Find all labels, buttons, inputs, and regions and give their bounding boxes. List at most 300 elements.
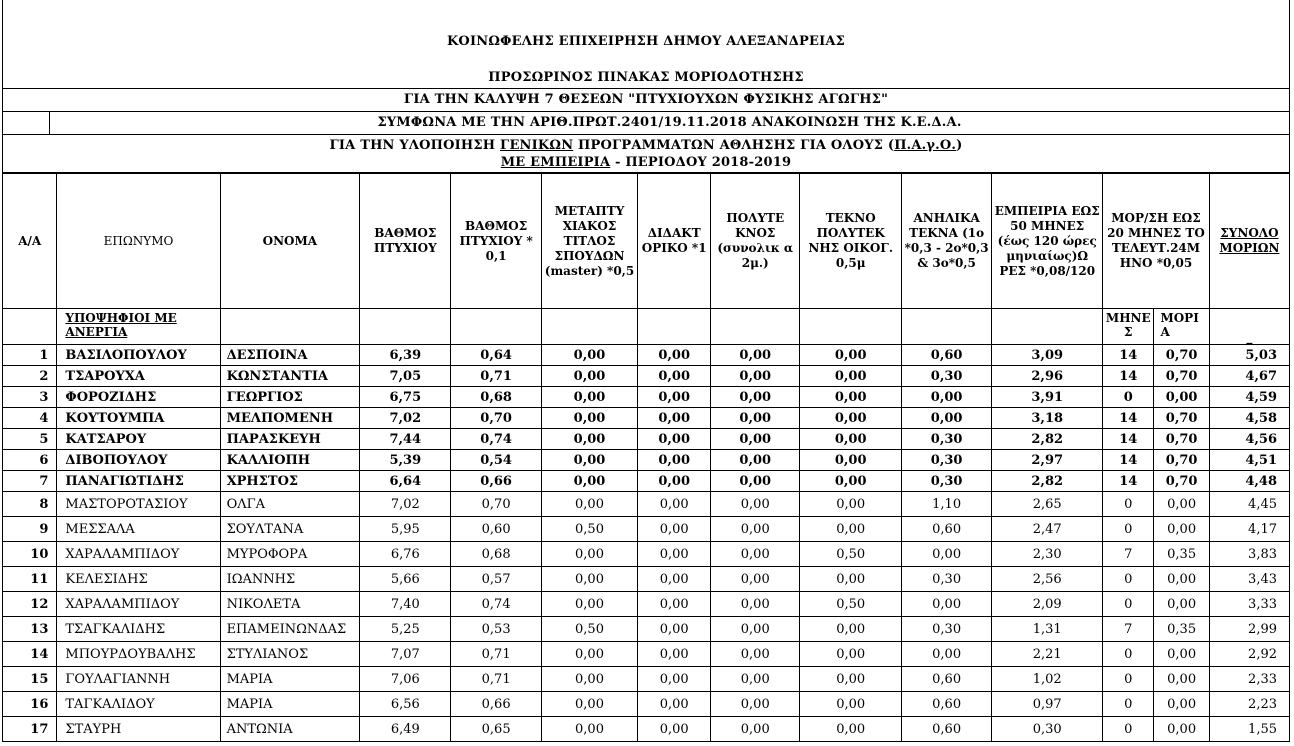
- cell-master: 0,00: [541, 592, 637, 617]
- cell-grade: 7,02: [360, 492, 451, 517]
- cell-large-family: 0,00: [711, 429, 800, 450]
- cell-total: 4,58: [1209, 408, 1289, 429]
- cell-experience: 2,09: [992, 592, 1103, 617]
- cell-grade-x: 0,60: [451, 517, 541, 542]
- cell-name: ΑΝΤΩΝΙΑ: [220, 717, 360, 742]
- table-title: ΠΡΟΣΩΡΙΝΟΣ ΠΙΝΑΚΑΣ ΜΟΡΙΟΔΟΤΗΣΗΣ: [488, 70, 804, 85]
- cell-total: 3,83: [1209, 542, 1289, 567]
- cell-aa: 17: [3, 717, 57, 742]
- cell-surname: ΧΑΡΑΛΑΜΠΙΔΟΥ: [57, 542, 220, 567]
- cell-surname: ΚΟΥΤΟΥΜΠΑ: [57, 408, 220, 429]
- cell-grade: 6,76: [360, 542, 451, 567]
- cell-surname: ΔΙΒΟΠΟΥΛΟΥ: [57, 450, 220, 471]
- cell-experience: 3,91: [992, 387, 1103, 408]
- sub-empty-aa: [3, 309, 57, 345]
- cell-grade-x: 0,70: [451, 492, 541, 517]
- table-row: [3, 567, 1290, 592]
- cell-phd: 0,00: [638, 387, 711, 408]
- cell-experience: 3,18: [992, 408, 1103, 429]
- cell-grade: 5,25: [360, 617, 451, 642]
- cell-surname: ΠΑΝΑΓΙΩΤΙΔΗΣ: [57, 471, 220, 492]
- cell-grade: 6,39: [360, 345, 451, 366]
- cell-phd: 0,00: [638, 429, 711, 450]
- table-row: [3, 642, 1290, 667]
- program-description: [3, 135, 1289, 173]
- sub-empty: [220, 309, 360, 345]
- cell-minor-children: 0,00: [901, 542, 991, 567]
- col-child-large-family: ΤΕΚΝΟ ΠΟΛΥΤΕΚ ΝΗΣ ΟΙΚΟΓ. 0,5μ: [800, 174, 902, 309]
- cell-grade-x: 0,71: [451, 642, 541, 667]
- col-aa: Α/Α: [3, 174, 57, 309]
- col-minor-children: ΑΝΗΛΙΚΑ ΤΕΚΝΑ (1ο *0,3 - 2ο*0,3 & 3ο*0,5: [901, 174, 991, 309]
- cell-phd: 0,00: [638, 642, 711, 667]
- cell-minor-children: 0,60: [901, 667, 991, 692]
- table-row: [3, 617, 1290, 642]
- cell-months-points: 0,00: [1154, 517, 1209, 542]
- points-label: ΜΟΡΙ Α: [1154, 309, 1209, 345]
- cell-large-family: 0,00: [711, 567, 800, 592]
- cell-phd: 0,00: [638, 345, 711, 366]
- cell-total: 2,33: [1209, 667, 1289, 692]
- cell-aa: 2: [3, 366, 57, 387]
- col-surname: ΕΠΩΝΥΜΟ: [57, 174, 220, 309]
- col-grade: ΒΑΘΜΟΣ ΠΤΥΧΙΟΥ: [360, 174, 451, 309]
- cell-grade: 6,75: [360, 387, 451, 408]
- cell-grade-x: 0,64: [451, 345, 541, 366]
- sub-empty: [992, 309, 1103, 345]
- cell-master: 0,00: [541, 492, 637, 517]
- cell-experience: 2,65: [992, 492, 1103, 517]
- cell-large-family: 0,00: [711, 692, 800, 717]
- cell-master: 0,00: [541, 387, 637, 408]
- cell-aa: 11: [3, 567, 57, 592]
- cell-grade-x: 0,74: [451, 592, 541, 617]
- cell-child-large-family: 0,50: [800, 592, 902, 617]
- cell-months-points: 0,00: [1154, 642, 1209, 667]
- cell-phd: 0,00: [638, 366, 711, 387]
- cell-large-family: 0,00: [711, 667, 800, 692]
- cell-total: 4,59: [1209, 387, 1289, 408]
- cell-aa: 10: [3, 542, 57, 567]
- period-text-a: ΜΕ ΕΜΠΕΙΡΙΑ: [500, 155, 611, 170]
- sub-empty: [451, 309, 541, 345]
- cell-total: 2,92: [1209, 642, 1289, 667]
- cell-large-family: 0,00: [711, 450, 800, 471]
- cell-large-family: 0,00: [711, 492, 800, 517]
- cell-large-family: 0,00: [711, 387, 800, 408]
- cell-child-large-family: 0,00: [800, 366, 902, 387]
- cell-aa: 16: [3, 692, 57, 717]
- sub-empty: [901, 309, 991, 345]
- category-label: ΥΠΟΨΗΦΙΟΙ ΜΕ ΑΝΕΡΓΙΑ: [57, 309, 220, 345]
- cell-large-family: 0,00: [711, 366, 800, 387]
- cell-grade: 7,40: [360, 592, 451, 617]
- cell-minor-children: 0,30: [901, 471, 991, 492]
- cell-grade: 5,95: [360, 517, 451, 542]
- cell-child-large-family: 0,00: [800, 692, 902, 717]
- cell-master: 0,00: [541, 542, 637, 567]
- cell-name: ΚΩΝΣΤΑΝΤΙΑ: [220, 366, 360, 387]
- scoring-table: [2, 173, 1290, 742]
- cell-months: 7: [1103, 617, 1154, 642]
- table-row: [3, 387, 1290, 408]
- cell-surname: ΦΟΡΟΖΙΔΗΣ: [57, 387, 220, 408]
- cell-months: 0: [1103, 387, 1154, 408]
- cell-minor-children: 0,30: [901, 567, 991, 592]
- cell-master: 0,00: [541, 692, 637, 717]
- cell-large-family: 0,00: [711, 617, 800, 642]
- cell-months-points: 0,70: [1154, 366, 1209, 387]
- cell-master: 0,00: [541, 471, 637, 492]
- cell-total: 4,56: [1209, 429, 1289, 450]
- cell-grade-x: 0,71: [451, 366, 541, 387]
- cell-minor-children: 0,30: [901, 429, 991, 450]
- table-row: [3, 366, 1290, 387]
- cell-experience: 3,09: [992, 345, 1103, 366]
- cell-experience: 2,97: [992, 450, 1103, 471]
- cell-surname: ΓΟΥΛΑΓΙΑΝΝΗ: [57, 667, 220, 692]
- cell-total: 5,03: [1209, 345, 1289, 366]
- cell-months: 14: [1103, 429, 1154, 450]
- cell-experience: 0,30: [992, 717, 1103, 742]
- cell-surname: ΧΑΡΑΛΑΜΠΙΔΟΥ: [57, 592, 220, 617]
- cell-total: 4,45: [1209, 492, 1289, 517]
- cell-grade: 7,05: [360, 366, 451, 387]
- cell-grade-x: 0,65: [451, 717, 541, 742]
- cell-minor-children: 0,00: [901, 592, 991, 617]
- cell-child-large-family: 0,00: [800, 567, 902, 592]
- cell-surname: ΚΑΤΣΑΡΟΥ: [57, 429, 220, 450]
- document-sheet: [2, 0, 1290, 742]
- cell-months: 0: [1103, 642, 1154, 667]
- title-block: [2, 0, 1290, 173]
- cell-surname: ΜΑΣΤΟΡΟΤΑΣΙΟΥ: [57, 492, 220, 517]
- col-large-family: ΠΟΛΥΤΕ ΚΝΟΣ (συνολικ α 2μ.): [711, 174, 800, 309]
- cell-total: 1,55: [1209, 717, 1289, 742]
- col-grade-x: ΒΑΘΜΟΣ ΠΤΥΧΙΟΥ * 0,1: [451, 174, 541, 309]
- cell-large-family: 0,00: [711, 717, 800, 742]
- cell-large-family: 0,00: [711, 592, 800, 617]
- cell-aa: 4: [3, 408, 57, 429]
- cell-surname: ΤΑΓΚΑΛΙΔΟΥ: [57, 692, 220, 717]
- table-row: [3, 592, 1290, 617]
- cell-minor-children: 0,60: [901, 345, 991, 366]
- cell-minor-children: 0,60: [901, 517, 991, 542]
- cell-child-large-family: 0,00: [800, 345, 902, 366]
- cell-phd: 0,00: [638, 567, 711, 592]
- cell-aa: 1: [3, 345, 57, 366]
- cell-master: 0,00: [541, 567, 637, 592]
- period-line: [3, 154, 1289, 171]
- cell-months: 14: [1103, 450, 1154, 471]
- cell-grade: 6,49: [360, 717, 451, 742]
- cell-name: ΣΟΥΛΤΑΝΑ: [220, 517, 360, 542]
- cell-name: ΜΑΡΙΑ: [220, 667, 360, 692]
- cell-surname: ΒΑΣΙΛΟΠΟΥΛΟΥ: [57, 345, 220, 366]
- sub-empty: [711, 309, 800, 345]
- col-total: ΣΥΝΟΛΟ ΜΟΡΙΩΝ: [1209, 174, 1289, 309]
- cell-aa: 12: [3, 592, 57, 617]
- table-row: [3, 492, 1290, 517]
- col-unemployment: ΜΟΡ/ΣΗ ΕΩΣ 20 ΜΗΝΕΣ ΤΟ ΤΕΛΕΥΤ.24Μ ΗΝΟ *0,05: [1103, 174, 1210, 309]
- subheader-row: [3, 309, 1290, 345]
- cell-grade-x: 0,66: [451, 692, 541, 717]
- cell-phd: 0,00: [638, 717, 711, 742]
- cell-experience: 2,96: [992, 366, 1103, 387]
- cell-large-family: 0,00: [711, 542, 800, 567]
- announcement-left-cell: [3, 112, 50, 134]
- cell-total: 2,99: [1209, 617, 1289, 642]
- col-experience: ΕΜΠΕΙΡΙΑ ΕΩΣ 50 ΜΗΝΕΣ (έως 120 ώρες μηνιαίως)Ω ΡΕΣ *0,08/120: [992, 174, 1103, 309]
- col-master: ΜΕΤΑΠΤΥ ΧΙΑΚΟΣ ΤΙΤΛΟΣ ΣΠΟΥΔΩΝ (master) *0,5: [541, 174, 637, 309]
- cell-grade: 7,02: [360, 408, 451, 429]
- cell-months: 0: [1103, 667, 1154, 692]
- table-body: [3, 345, 1290, 742]
- cell-aa: 9: [3, 517, 57, 542]
- cell-months: 14: [1103, 345, 1154, 366]
- cell-months: 0: [1103, 492, 1154, 517]
- cell-total: 2,23: [1209, 692, 1289, 717]
- announcement-reference: ΣΥΜΦΩΝΑ ΜΕ ΤΗΝ ΑΡΙΘ.ΠΡΩΤ.2401/19.11.2018 ΑΝΑΚΟΙΝΩΣΗ ΤΗΣ Κ.Ε.Δ.Α.: [377, 115, 962, 130]
- cell-child-large-family: 0,00: [800, 408, 902, 429]
- program-text-a: ΓΙΑ ΤΗΝ ΥΛΟΠΟΙΗΣΗ: [329, 138, 501, 153]
- cell-months: 7: [1103, 542, 1154, 567]
- cell-experience: 0,97: [992, 692, 1103, 717]
- cell-aa: 15: [3, 667, 57, 692]
- cell-aa: 14: [3, 642, 57, 667]
- table-row: [3, 667, 1290, 692]
- cell-months: 14: [1103, 366, 1154, 387]
- cell-minor-children: 1,10: [901, 492, 991, 517]
- cell-name: ΚΑΛΛΙΟΠΗ: [220, 450, 360, 471]
- cell-minor-children: 0,00: [901, 387, 991, 408]
- cell-total: 4,17: [1209, 517, 1289, 542]
- cell-months: 0: [1103, 717, 1154, 742]
- cell-aa: 8: [3, 492, 57, 517]
- cell-months-points: 0,00: [1154, 592, 1209, 617]
- cell-surname: ΜΕΣΣΑΛΑ: [57, 517, 220, 542]
- program-text-c: ΠΡΟΓΡΑΜΜΑΤΩΝ ΑΘΛΗΣΗΣ ΓΙΑ ΟΛΟΥΣ (: [573, 138, 895, 153]
- cell-phd: 0,00: [638, 471, 711, 492]
- cell-name: ΣΤΥΛΙΑΝΟΣ: [220, 642, 360, 667]
- cell-grade: 7,07: [360, 642, 451, 667]
- cell-grade: 5,66: [360, 567, 451, 592]
- program-text-d: Π.Α.γ.Ο.: [894, 138, 957, 153]
- positions-subtitle: ΓΙΑ ΤΗΝ ΚΑΛΥΨΗ 7 ΘΕΣΕΩΝ "ΠΤΥΧΙΟΥΧΩΝ ΦΥΣΙΚΗΣ ΑΓΩΓΗΣ": [3, 89, 1289, 112]
- cell-grade-x: 0,53: [451, 617, 541, 642]
- cell-phd: 0,00: [638, 667, 711, 692]
- cell-months-points: 0,35: [1154, 542, 1209, 567]
- cell-large-family: 0,00: [711, 408, 800, 429]
- cell-surname: ΣΤΑΥΡΗ: [57, 717, 220, 742]
- cell-name: ΔΕΣΠΟΙΝΑ: [220, 345, 360, 366]
- cell-aa: 3: [3, 387, 57, 408]
- cell-total: 4,48: [1209, 471, 1289, 492]
- cell-total: 4,67: [1209, 366, 1289, 387]
- table-row: [3, 450, 1290, 471]
- cell-aa: 6: [3, 450, 57, 471]
- cell-grade: 6,56: [360, 692, 451, 717]
- cell-master: 0,00: [541, 642, 637, 667]
- cell-master: 0,00: [541, 345, 637, 366]
- cell-child-large-family: 0,00: [800, 387, 902, 408]
- table-row: [3, 408, 1290, 429]
- cell-experience: 2,21: [992, 642, 1103, 667]
- cell-master: 0,00: [541, 667, 637, 692]
- col-phd: ΔΙΔΑΚΤ ΟΡΙΚΟ *1: [638, 174, 711, 309]
- program-line: [3, 137, 1289, 154]
- cell-grade-x: 0,70: [451, 408, 541, 429]
- cell-minor-children: 0,60: [901, 717, 991, 742]
- cell-months-points: 0,35: [1154, 617, 1209, 642]
- cell-master: 0,00: [541, 408, 637, 429]
- cell-phd: 0,00: [638, 542, 711, 567]
- cell-experience: 1,02: [992, 667, 1103, 692]
- cell-name: ΓΕΩΡΓΙΟΣ: [220, 387, 360, 408]
- cell-child-large-family: 0,00: [800, 429, 902, 450]
- cell-phd: 0,00: [638, 592, 711, 617]
- cell-experience: 2,82: [992, 429, 1103, 450]
- cell-surname: ΜΠΟΥΡΔΟΥΒΑΛΗΣ: [57, 642, 220, 667]
- cell-name: ΙΩΑΝΝΗΣ: [220, 567, 360, 592]
- cell-master: 0,50: [541, 617, 637, 642]
- cell-master: 0,00: [541, 366, 637, 387]
- table-row: [3, 345, 1290, 366]
- cell-phd: 0,00: [638, 492, 711, 517]
- table-row: [3, 517, 1290, 542]
- header-row: [3, 174, 1290, 309]
- cell-grade-x: 0,57: [451, 567, 541, 592]
- sub-empty: [638, 309, 711, 345]
- cell-name: ΝΙΚΟΛΕΤΑ: [220, 592, 360, 617]
- cell-surname: ΤΣΑΡΟΥΧΑ: [57, 366, 220, 387]
- cell-total: 3,33: [1209, 592, 1289, 617]
- cell-months-points: 0,70: [1154, 450, 1209, 471]
- period-text-b: - ΠΕΡΙΟΔΟΥ 2018-2019: [610, 155, 792, 170]
- cell-grade-x: 0,71: [451, 667, 541, 692]
- cell-surname: ΚΕΛΕΣΙΔΗΣ: [57, 567, 220, 592]
- cell-name: ΜΥΡΟΦΟΡΑ: [220, 542, 360, 567]
- cell-grade-x: 0,74: [451, 429, 541, 450]
- cell-grade: 5,39: [360, 450, 451, 471]
- cell-surname: ΤΣΑΓΚΑΛΙΔΗΣ: [57, 617, 220, 642]
- sub-empty: [541, 309, 637, 345]
- cell-grade-x: 0,68: [451, 387, 541, 408]
- cell-experience: 2,82: [992, 471, 1103, 492]
- cell-grade-x: 0,66: [451, 471, 541, 492]
- cell-months-points: 0,70: [1154, 345, 1209, 366]
- cell-total: 3,43: [1209, 567, 1289, 592]
- cell-months-points: 0,00: [1154, 667, 1209, 692]
- sub-empty: [360, 309, 451, 345]
- cell-minor-children: 0,30: [901, 617, 991, 642]
- table-row: [3, 429, 1290, 450]
- cell-child-large-family: 0,00: [800, 471, 902, 492]
- cell-months: 0: [1103, 517, 1154, 542]
- cell-months-points: 0,00: [1154, 387, 1209, 408]
- organization-title: ΚΟΙΝΩΦΕΛΗΣ ΕΠΙΧΕΙΡΗΣΗ ΔΗΜΟΥ ΑΛΕΞΑΝΔΡΕΙΑΣ: [446, 34, 846, 49]
- cell-phd: 0,00: [638, 450, 711, 471]
- cell-large-family: 0,00: [711, 471, 800, 492]
- cell-aa: 7: [3, 471, 57, 492]
- col-name: ΟΝΟΜΑ: [220, 174, 360, 309]
- cell-master: 0,00: [541, 450, 637, 471]
- cell-grade: 6,64: [360, 471, 451, 492]
- cell-experience: 2,56: [992, 567, 1103, 592]
- cell-months: 0: [1103, 592, 1154, 617]
- cell-master: 0,00: [541, 717, 637, 742]
- title-top-block: [3, 0, 1289, 89]
- cell-phd: 0,00: [638, 517, 711, 542]
- cell-large-family: 0,00: [711, 345, 800, 366]
- cell-months-points: 0,70: [1154, 471, 1209, 492]
- cell-experience: 2,47: [992, 517, 1103, 542]
- cell-master: 0,00: [541, 429, 637, 450]
- table-row: [3, 692, 1290, 717]
- months-label: ΜΗΝΕ Σ: [1103, 309, 1154, 345]
- cell-minor-children: 0,00: [901, 408, 991, 429]
- cell-months-points: 0,00: [1154, 492, 1209, 517]
- sub-empty: [800, 309, 902, 345]
- table-row: [3, 542, 1290, 567]
- cell-months: 0: [1103, 692, 1154, 717]
- table-row: [3, 717, 1290, 742]
- cell-months: 0: [1103, 567, 1154, 592]
- cell-experience: 1,31: [992, 617, 1103, 642]
- cell-aa: 13: [3, 617, 57, 642]
- table-row: [3, 471, 1290, 492]
- cell-master: 0,50: [541, 517, 637, 542]
- cell-months-points: 0,70: [1154, 408, 1209, 429]
- cell-child-large-family: 0,00: [800, 667, 902, 692]
- cell-phd: 0,00: [638, 692, 711, 717]
- cell-minor-children: 0,30: [901, 450, 991, 471]
- cell-grade-x: 0,54: [451, 450, 541, 471]
- cell-child-large-family: 0,00: [800, 642, 902, 667]
- cell-months: 14: [1103, 408, 1154, 429]
- cell-experience: 2,30: [992, 542, 1103, 567]
- cell-total: 4,51: [1209, 450, 1289, 471]
- program-text-b: ΓΕΝΙΚΩΝ: [500, 138, 574, 153]
- total-mark: _: [1209, 309, 1289, 345]
- cell-child-large-family: 0,00: [800, 717, 902, 742]
- cell-months-points: 0,70: [1154, 429, 1209, 450]
- cell-large-family: 0,00: [711, 642, 800, 667]
- cell-child-large-family: 0,00: [800, 617, 902, 642]
- announcement-row: [3, 112, 1289, 135]
- cell-minor-children: 0,30: [901, 366, 991, 387]
- cell-grade-x: 0,68: [451, 542, 541, 567]
- cell-minor-children: 0,00: [901, 642, 991, 667]
- cell-child-large-family: 0,00: [800, 492, 902, 517]
- program-text-e: ): [956, 138, 963, 153]
- cell-grade: 7,06: [360, 667, 451, 692]
- cell-name: ΕΠΑΜΕΙΝΩΝΔΑΣ: [220, 617, 360, 642]
- cell-months-points: 0,00: [1154, 567, 1209, 592]
- cell-months-points: 0,00: [1154, 692, 1209, 717]
- cell-grade: 7,44: [360, 429, 451, 450]
- cell-child-large-family: 0,00: [800, 517, 902, 542]
- cell-months-points: 0,00: [1154, 717, 1209, 742]
- cell-child-large-family: 0,50: [800, 542, 902, 567]
- cell-phd: 0,00: [638, 408, 711, 429]
- cell-name: ΠΑΡΑΣΚΕΥΗ: [220, 429, 360, 450]
- cell-phd: 0,00: [638, 617, 711, 642]
- cell-aa: 5: [3, 429, 57, 450]
- cell-large-family: 0,00: [711, 517, 800, 542]
- cell-minor-children: 0,60: [901, 692, 991, 717]
- cell-name: ΧΡΗΣΤΟΣ: [220, 471, 360, 492]
